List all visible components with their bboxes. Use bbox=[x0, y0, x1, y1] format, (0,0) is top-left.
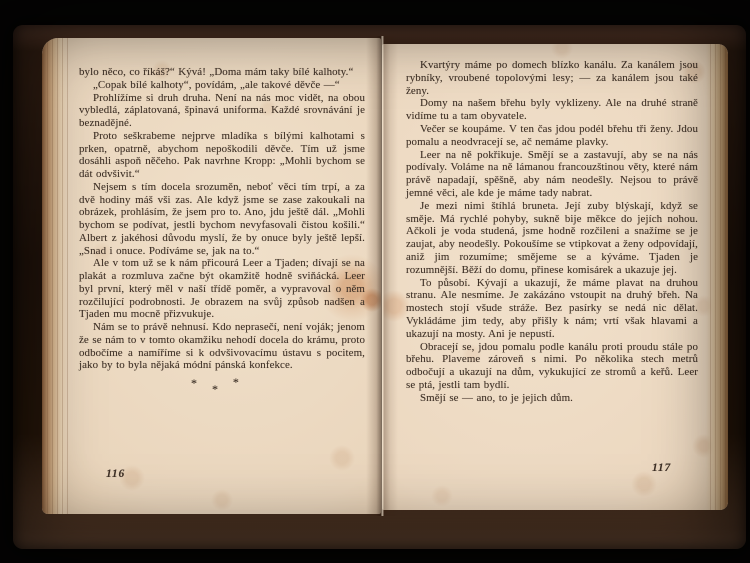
page-edge-stack-right bbox=[706, 44, 728, 510]
book-gutter-crease bbox=[366, 36, 398, 516]
paragraph: Nejsem s tím docela srozuměn, neboť věci tím trpí, a za dvě hodiny máš vši zas. Ale když jsme se zase zakoukali na obrázek, prohlásím, že jsem pro to. Ano, jdu ještě dál. „Mohli bychom se podívat, jestli bychom nevyfasovali čistou košili.“ Albert z jakéhosi důvodu myslí, že by onuce byly ještě lepší. „Snad i onuce. Podíváme se, jak na to.“ bbox=[79, 180, 365, 257]
left-page bbox=[42, 38, 381, 514]
paragraph: Je mezi nimi štíhlá bruneta. Její zuby blýskají, když se směje. Má rychlé pohyby, sukně bije měkce do jejích nohou. Ačkoli je voda studená, jsme hodně rozčileni a snažíme se je zaujat, aby neodešly. Pokoušíme se vtipkovat a ženy odpovídají, aniž jim rozumíme; smějeme se a kýváme. Tjaden je rozumnější. Běží do domu, přinese komisárek a ukazuje jej. bbox=[406, 199, 698, 276]
paragraph: Domy na našem břehu byly vyklizeny. Ale na druhé straně vidíme tu a tam obyvatele. bbox=[406, 97, 698, 123]
asterisk: * bbox=[191, 376, 198, 390]
right-page bbox=[382, 44, 728, 510]
paragraph: To působí. Kývají a ukazují, že máme plavat na druhou stranu. Ale nesmíme. Je zakázáno vstoupit na druhý břeh. Na mostech stojí všude stráže. Bez pasírky se nedá nic dělat. Vykládáme jim tedy, aby přišly k nám; vrtí však hlavami a ukazují na mosty. Ani je nepustí. bbox=[406, 276, 698, 340]
right-page-text bbox=[406, 59, 698, 405]
paragraph: Proto seškrabeme nejprve mladíka s bílými kalhotami s prken, opatrně, abychom nepoškodili děvče. Tím už jsme dosáhli aspoň něčeho. Pak navrhne Kropp: „Mohli bychom se dát odvšivit.“ bbox=[79, 129, 365, 180]
paragraph: Smějí se — ano, to je jejich dům. bbox=[420, 391, 573, 404]
page-number-left: 116 bbox=[106, 468, 126, 480]
paragraph: Večer se koupáme. V ten čas jdou podél břehu tři ženy. Jdou pomalu a neodvracejí se, ač nemáme plavky. bbox=[406, 122, 698, 148]
paragraph: Obracejí se, jdou pomalu podle kanálu proti proudu stále po břehu. Plaveme zároveň s nimi. Po několika stech metrů odbočují a ukazují na dům, vykukující ze stromů a keřů. Leer se ptá, jestli tam bydlí. bbox=[406, 340, 698, 391]
paragraph: Leer na ně pokřikuje. Smějí se a zastavují, aby se na nás podívaly. Voláme na ně lámanou francouzštinou věty, které nám právě napadají, spěšně, aby nám neodešly. Nejsou to právě jemné věci, ale kde je máme tady nabrat. bbox=[406, 148, 698, 199]
paragraph: „Copak bílé kalhoty“, povídám, „ale takové děvče —“ bbox=[93, 78, 340, 91]
paragraph: Ale v tom už se k nám přicourá Leer a Tjaden; dívají se na plakát a rozmluva začne být okamžitě hodně sviňácká. Leer byl první, který měl v naší třídě poměr, a vypravoval o něm rozčilující podrobnosti. Je obrazem na svůj způsob nadšen a Tjaden mu mocně přizvukuje. bbox=[79, 257, 365, 321]
page-edge-stack-left bbox=[42, 38, 68, 514]
paragraph: Prohlížíme si druh druha. Není na nás moc vidět, na obou vybledlá, záplatovaná, špinavá uniforma. Každé srovnávání je beznadějné. bbox=[79, 91, 365, 129]
paragraph: Nám se to právě nehnusí. Kdo neprasečí, není voják; jenom že se nám to v tomto okamžiku nehodí docela do krámu, proto odbočíme a namíříme si k odvšivovacímu ústavu s pocitem, jako by to byla nějaká módní pánská konfekce. bbox=[79, 321, 365, 372]
asterisk: * bbox=[211, 382, 219, 396]
left-page-text bbox=[79, 66, 365, 396]
section-separator-asterisks bbox=[191, 375, 239, 396]
paragraph: bylo něco, co říkáš?“ Kývá! „Doma mám taky bílé kalhoty.“ bbox=[79, 66, 354, 78]
page-number-right: 117 bbox=[652, 462, 672, 474]
paragraph: Kvartýry máme po domech blízko kanálu. Za kanálem jsou rybníky, vroubené topolovými lesy; — za kanálem jsou také ženy. bbox=[406, 59, 698, 97]
asterisk: * bbox=[232, 375, 239, 389]
